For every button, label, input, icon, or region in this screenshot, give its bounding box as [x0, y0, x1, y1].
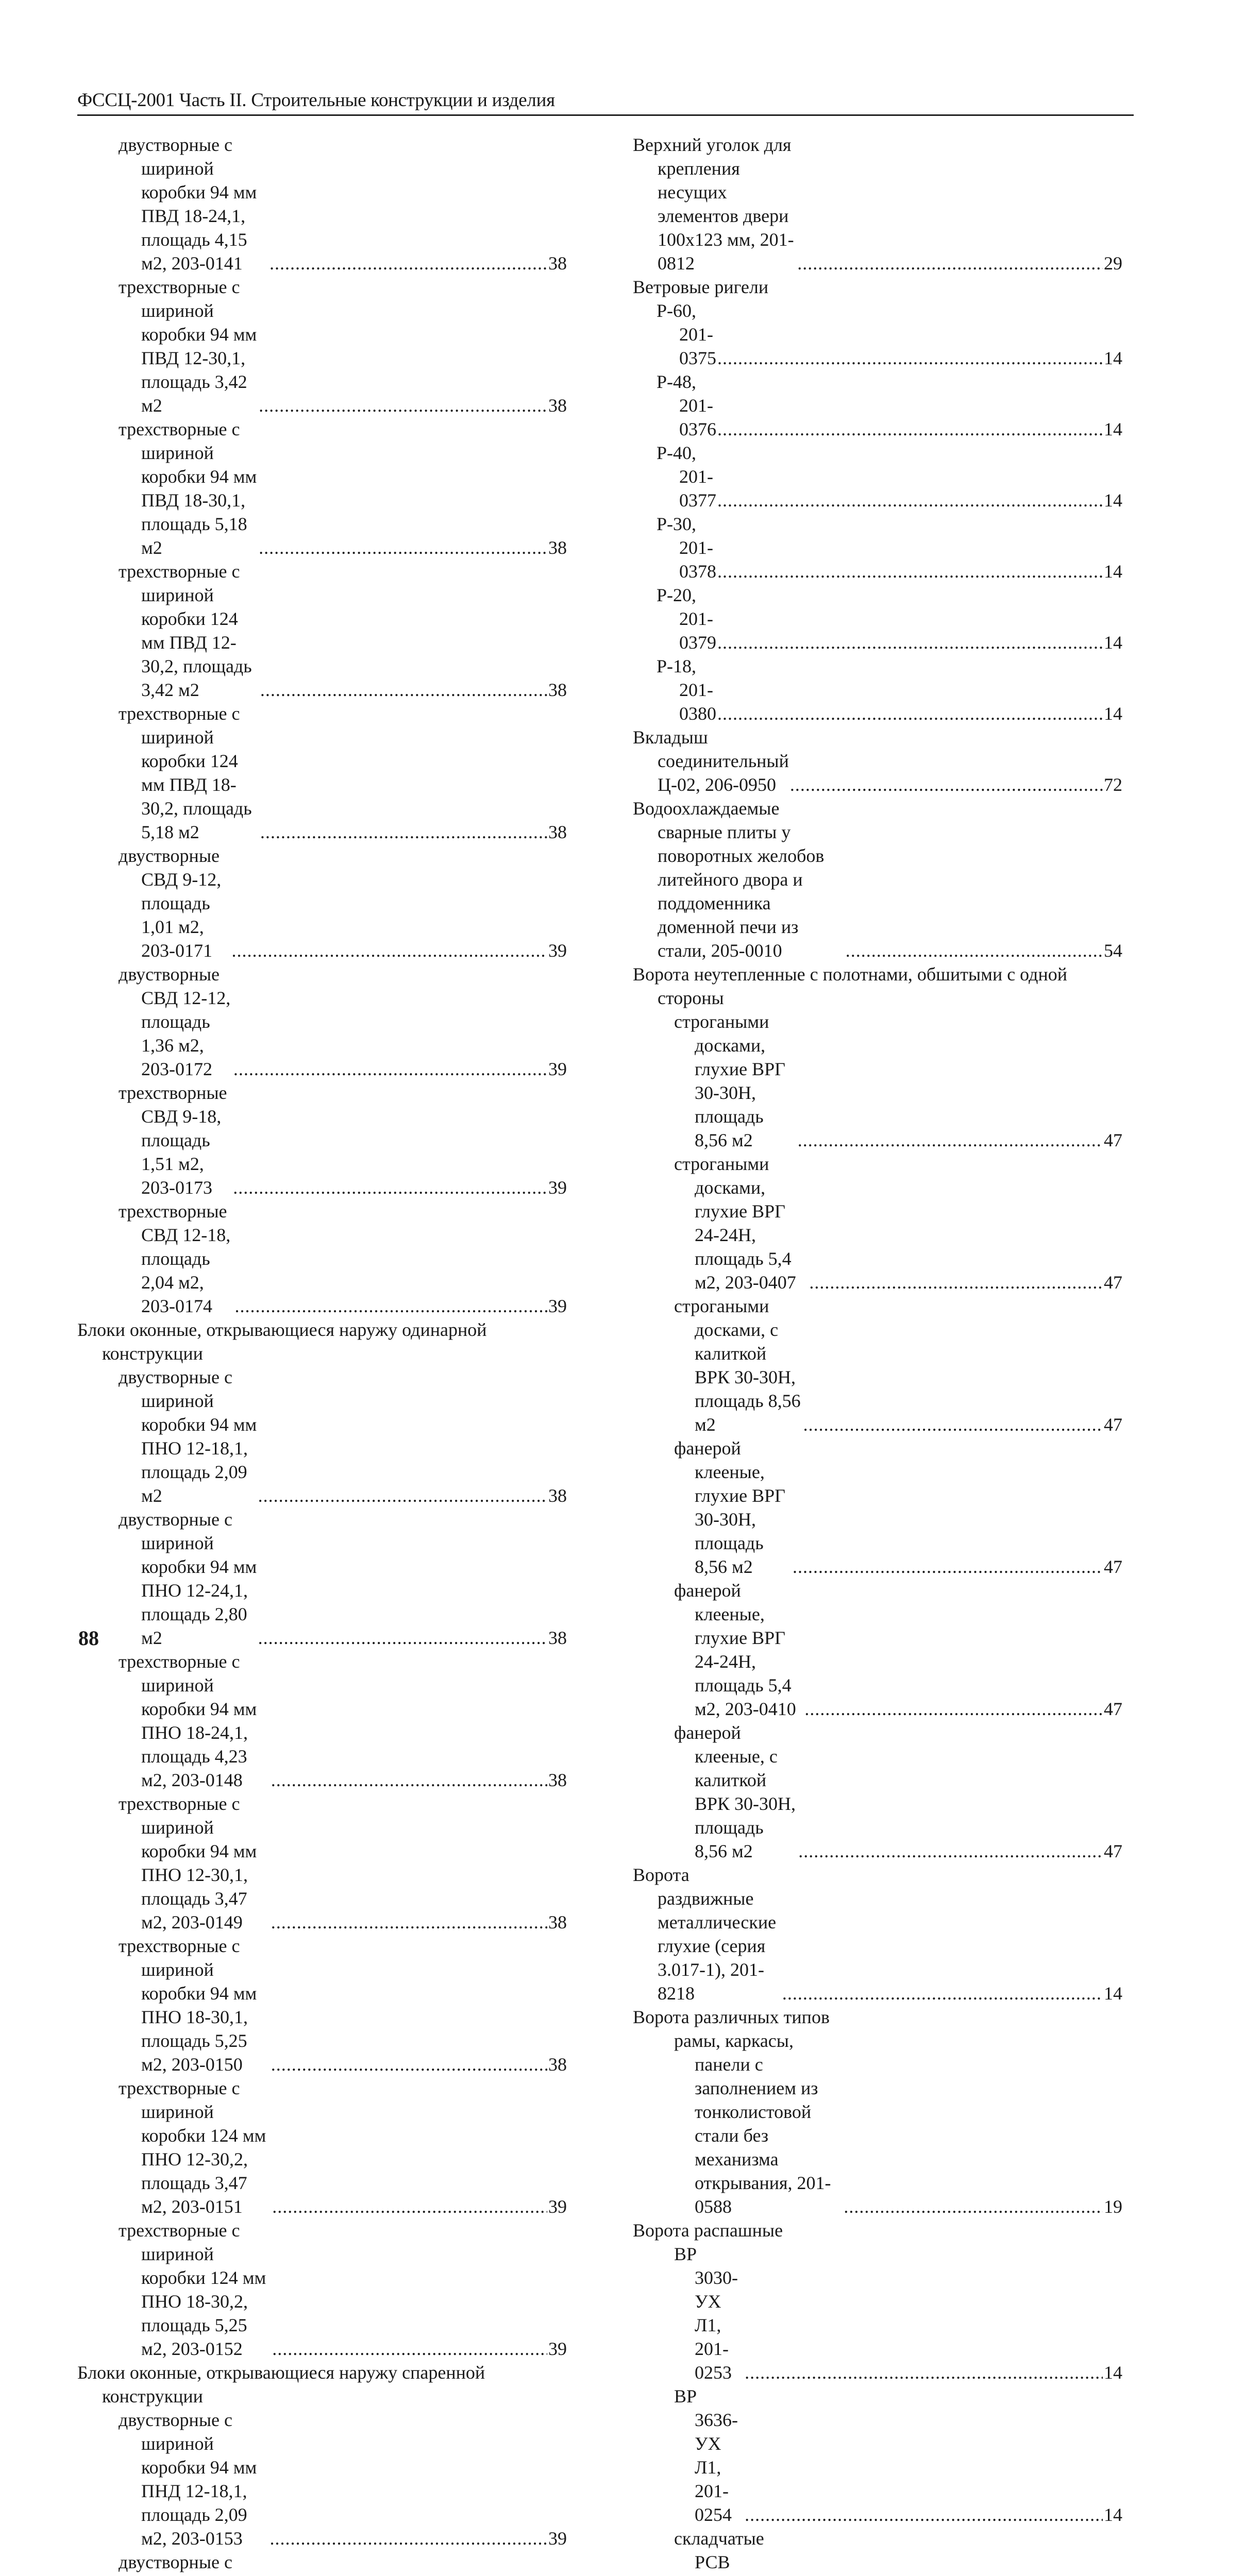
index-entry [674, 1721, 1122, 1863]
dot-leader [717, 560, 1103, 583]
entry-page: 38 [548, 2054, 567, 2075]
dot-leader [793, 1555, 1103, 1579]
entry-page: 38 [548, 1912, 567, 1933]
index-entry [119, 560, 567, 702]
entry-text: Р-18, 201-0380 [657, 656, 716, 724]
index-entry [119, 2550, 567, 2576]
entry-page: 38 [548, 395, 567, 416]
index-entry [119, 702, 567, 844]
entry-text: трехстворные с шириной коробки 124 мм ПНО 18-30,2, площадь 5,25 м2, 203-0152 [119, 2220, 266, 2359]
dot-leader [790, 773, 1103, 796]
index-entry [657, 654, 1122, 725]
entry-page: 47 [1104, 1556, 1122, 1577]
entry-text: Р-48, 201-0376 [657, 371, 716, 439]
dot-leader [717, 631, 1103, 654]
index-entry [119, 1365, 567, 1507]
entry-page: 14 [1104, 419, 1122, 439]
entry-page: 38 [548, 822, 567, 842]
entry-page: 47 [1104, 1130, 1122, 1150]
index-column-right [633, 133, 1122, 2576]
dot-leader [232, 939, 547, 962]
entry-text: фанерой клееные, глухие ВРГ 24-24Н, площадь 5,4 м2, 203-0410 [674, 1580, 796, 1719]
entry-text: Верхний уголок для крепления несущих элементов двери 100х123 мм, 201-0812 [633, 134, 794, 274]
entry-page: 47 [1104, 1414, 1122, 1435]
dot-leader [717, 346, 1103, 370]
dot-leader [717, 702, 1103, 725]
entry-text: Р-60, 201-0375 [657, 300, 716, 368]
entry-text: строгаными досками, глухие ВРГ 24-24Н, площадь 5,4 м2, 203-0407 [674, 1154, 796, 1293]
dot-leader [260, 820, 547, 844]
entry-page: 47 [1104, 1272, 1122, 1293]
dot-leader [272, 2337, 547, 2361]
index-entry [119, 962, 567, 1081]
dot-leader [259, 394, 547, 417]
dot-leader [258, 1626, 547, 1650]
index-entry [657, 441, 1122, 512]
index-entry [119, 133, 567, 275]
dot-leader [782, 1981, 1103, 2005]
dot-leader [846, 939, 1103, 962]
entry-page: 72 [1104, 774, 1122, 795]
heading-text: Ворота различных типов [633, 2007, 830, 2027]
entry-page: 29 [1104, 253, 1122, 274]
entry-text: складчатые РСВ [674, 2528, 764, 2572]
dot-leader [271, 2053, 547, 2076]
entry-text: ВР 3030-УХ Л1, 201-0253 [674, 2244, 738, 2383]
index-entry [119, 1199, 567, 1318]
page-number: 88 [78, 1626, 99, 1650]
index-heading [633, 962, 1122, 1010]
dot-leader [260, 678, 547, 702]
index-heading [633, 2005, 1122, 2029]
entry-text: строгаными досками, глухие ВРГ 30-30Н, площадь 8,56 м2 [674, 1011, 785, 1150]
entry-text: трехстворные с шириной коробки 94 мм ПВД 18-30,1, площадь 5,18 м2 [119, 419, 257, 558]
heading-text: Блоки оконные, открывающиеся наружу спаренной конструкции [77, 2362, 485, 2406]
index-entry [119, 1507, 567, 1650]
dot-leader [270, 251, 547, 275]
index-heading [633, 2218, 1122, 2242]
entry-page: 39 [548, 940, 567, 961]
dot-leader [717, 417, 1103, 441]
entry-page: 39 [548, 1296, 567, 1316]
entry-text: двустворные СВД 9-12, площадь 1,01 м2, 203-0171 [119, 845, 222, 961]
index-entry [119, 2408, 567, 2550]
dot-leader [809, 1270, 1103, 1294]
index-entry [633, 133, 1122, 275]
entry-text: двустворные с шириной коробки 94 мм ПВД 18-24,1, площадь 4,15 м2, 203-0141 [119, 134, 257, 274]
index-entry [633, 725, 1122, 796]
dot-leader [798, 1128, 1103, 1152]
index-entry [674, 2384, 1122, 2527]
entry-text: рамы, каркасы, панели с заполнением из тонколистовой стали без механизма открывания, 201-0588 [674, 2030, 831, 2217]
entry-page: 38 [548, 253, 567, 274]
entry-text: трехстворные СВД 12-18, площадь 2,04 м2, 203-0174 [119, 1201, 231, 1316]
entry-page: 38 [548, 1485, 567, 1506]
index-entry [119, 417, 567, 560]
index-entry [674, 2527, 1122, 2576]
entry-text: фанерой клееные, глухие ВРГ 30-30Н, площадь 8,56 м2 [674, 1438, 785, 1577]
heading-text: Ворота распашные [633, 2220, 783, 2241]
index-entry [657, 299, 1122, 370]
entry-page: 38 [548, 1628, 567, 1648]
entry-text: трехстворные с шириной коробки 94 мм ПВД 12-30,1, площадь 3,42 м2 [119, 277, 257, 416]
index-entry [657, 370, 1122, 441]
heading-text: Ветровые ригели [633, 277, 769, 297]
index-heading [633, 275, 1122, 299]
index-entry [119, 1081, 567, 1199]
running-header: ФССЦ-2001 Часть II. Строительные конструкции и изделия [77, 90, 555, 111]
entry-text: трехстворные с шириной коробки 94 мм ПНО 18-24,1, площадь 4,23 м2, 203-0148 [119, 1651, 257, 1790]
index-entry [674, 1010, 1122, 1152]
dot-leader [233, 1057, 547, 1081]
index-entry [633, 796, 1122, 962]
entry-page: 38 [548, 537, 567, 558]
entry-page: 38 [548, 1770, 567, 1790]
entry-text: Водоохлаждаемые сварные плиты у поворотных желобов литейного двора и поддоменника доменной печи из стали, 205-0010 [633, 798, 825, 961]
entry-page: 54 [1104, 940, 1122, 961]
entry-page: 14 [1104, 703, 1122, 724]
dot-leader [233, 1176, 547, 1199]
dot-leader [271, 1910, 547, 1934]
dot-leader [844, 2195, 1103, 2218]
index-entry [674, 2242, 1122, 2384]
entry-text: Р-40, 201-0377 [657, 443, 716, 511]
entry-text: трехстворные СВД 9-18, площадь 1,51 м2, 203-0173 [119, 1082, 227, 1198]
dot-leader [271, 1768, 547, 1792]
index-entry [674, 1579, 1122, 1721]
dot-leader [272, 2195, 547, 2218]
dot-leader [258, 1484, 547, 1507]
entry-text: ВР 3636-УХ Л1, 201-0254 [674, 2386, 738, 2525]
dot-leader [745, 2503, 1103, 2527]
dot-leader [803, 1413, 1103, 1436]
heading-text: Ворота неутепленные с полотнами, обшитыми с одной стороны [633, 964, 1067, 1008]
index-entry [119, 1934, 567, 2076]
index-entry [657, 583, 1122, 654]
entry-page: 14 [1104, 561, 1122, 582]
index-entry [674, 1294, 1122, 1436]
entry-text: двустворные с шириной коробки 94 мм ПНО 12-24,1, площадь 2,80 м2 [119, 1509, 257, 1648]
index-heading [77, 1318, 567, 1365]
index-entry [674, 1436, 1122, 1579]
entry-page: 39 [548, 1177, 567, 1198]
entry-page: 39 [548, 1059, 567, 1079]
index-entry [674, 1152, 1122, 1294]
index-entry [119, 1792, 567, 1934]
entry-text: трехстворные с шириной коробки 124 мм ПНО 12-30,2, площадь 3,47 м2, 203-0151 [119, 2078, 266, 2217]
entry-text: трехстворные с шириной коробки 94 мм ПНО 18-30,1, площадь 5,25 м2, 203-0150 [119, 1936, 257, 2075]
entry-page: 39 [548, 2338, 567, 2359]
entry-text: трехстворные с шириной коробки 124 мм ПВД 18-30,2, площадь 5,18 м2 [119, 703, 252, 842]
entry-text: двустворные с шириной коробки 94 мм ПНД 12-18,1, площадь 2,09 м2, 203-0153 [119, 2410, 257, 2549]
entry-text: двустворные СВД 12-12, площадь 1,36 м2, 203-0172 [119, 964, 231, 1079]
entry-page: 39 [548, 2528, 567, 2549]
entry-text: Р-30, 201-0378 [657, 514, 716, 582]
heading-text: Блоки оконные, открывающиеся наружу одинарной конструкции [77, 1319, 487, 1364]
dot-leader [797, 251, 1103, 275]
index-heading [77, 2361, 567, 2408]
entry-page: 38 [548, 680, 567, 700]
index-entry [657, 512, 1122, 583]
index-entry [119, 2218, 567, 2361]
entry-text: двустворные с [119, 2552, 232, 2572]
entry-text: фанерой клееные, с калиткой ВРК 30-30Н, площадь 8,56 м2 [674, 1722, 796, 1861]
dot-leader [798, 1839, 1103, 1863]
dot-leader [745, 2361, 1103, 2384]
entry-page: 14 [1104, 490, 1122, 511]
index-entry [119, 275, 567, 417]
entry-page: 14 [1104, 1983, 1122, 2004]
entry-page: 19 [1104, 2196, 1122, 2217]
dot-leader [717, 488, 1103, 512]
index-entry [119, 2076, 567, 2218]
dot-leader [259, 536, 547, 560]
entry-text: двустворные с шириной коробки 94 мм ПНО 12-18,1, площадь 2,09 м2 [119, 1367, 257, 1506]
index-entry [119, 844, 567, 962]
entry-text: трехстворные с шириной коробки 124 мм ПВД 12-30,2, площадь 3,42 м2 [119, 561, 252, 700]
entry-text: Р-20, 201-0379 [657, 585, 716, 653]
entry-text: Вкладыш соединительный Ц-02, 206-0950 [633, 727, 789, 795]
header-rule [77, 114, 1134, 116]
entry-page: 14 [1104, 2362, 1122, 2383]
entry-text: Ворота раздвижные металлические глухие (серия 3.017-1), 201-8218 [633, 1865, 777, 2004]
index-entry [633, 1863, 1122, 2005]
entry-page: 47 [1104, 1841, 1122, 1861]
entry-page: 47 [1104, 1699, 1122, 1719]
index-column-left [77, 133, 567, 2576]
dot-leader [270, 2527, 548, 2550]
index-entry [119, 1650, 567, 1792]
dot-leader [234, 1294, 547, 1318]
entry-page: 14 [1104, 632, 1122, 653]
entry-page: 14 [1104, 2504, 1122, 2525]
entry-page: 39 [548, 2196, 567, 2217]
entry-text: строгаными досками, с калиткой ВРК 30-30Н, площадь 8,56 м2 [674, 1296, 801, 1435]
dot-leader [804, 1697, 1103, 1721]
index-entry [674, 2029, 1122, 2218]
entry-text: трехстворные с шириной коробки 94 мм ПНО 12-30,1, площадь 3,47 м2, 203-0149 [119, 1793, 257, 1933]
entry-page: 14 [1104, 348, 1122, 368]
